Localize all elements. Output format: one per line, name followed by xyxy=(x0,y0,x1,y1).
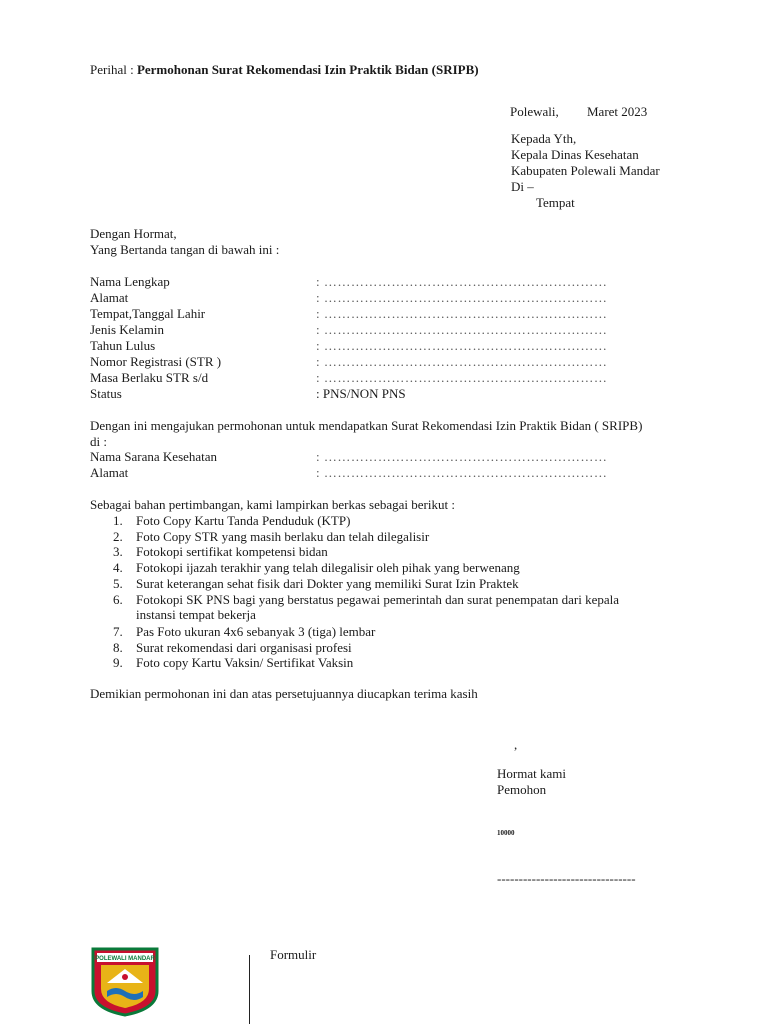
subject-title: Permohonan Surat Rekomendasi Izin Praktik Bidan (SRIPB) xyxy=(136,62,479,77)
attachment-num: 1. xyxy=(113,513,123,528)
field-value: : ……………………………………………………… xyxy=(316,322,608,337)
form-label: Formulir xyxy=(270,947,317,962)
regards-text: Hormat kami xyxy=(497,766,566,781)
field-value: : PNS/NON PNS xyxy=(316,386,406,401)
stamp-value: 10000 xyxy=(497,829,515,837)
closing-text: Demikian permohonan ini dan atas persetujuannya diucapkan terima kasih xyxy=(90,686,478,701)
attachment-item: Foto Copy STR yang masih berlaku dan telah dilegalisir xyxy=(136,529,430,544)
attachment-num: 4. xyxy=(113,560,123,575)
field-value: : ……………………………………………………… xyxy=(316,370,608,385)
signer-role: Pemohon xyxy=(497,782,547,797)
shield-emblem-icon xyxy=(91,947,159,1017)
field-label: Tahun Lulus xyxy=(90,338,156,353)
field-label: Tempat,Tanggal Lahir xyxy=(90,306,206,321)
recipient-line-1: Kepada Yth, xyxy=(511,131,577,146)
field-value: : ……………………………………………………… xyxy=(316,274,608,289)
attachment-item: Foto Copy Kartu Tanda Penduduk (KTP) xyxy=(136,513,351,528)
field-label: Status xyxy=(90,386,122,401)
request-line-1: Dengan ini mengajukan permohonan untuk mendapatkan Surat Rekomendasi Izin Praktik Bidan ( SRIPB) xyxy=(90,418,643,433)
attachment-item: Fotokopi ijazah terakhir yang telah dilegalisir oleh pihak yang berwenang xyxy=(136,560,520,575)
regency-logo xyxy=(91,947,159,1017)
attachment-num: 5. xyxy=(113,576,123,591)
attachment-num: 3. xyxy=(113,544,123,559)
greeting-line-1: Dengan Hormat, xyxy=(90,226,177,241)
subject-line xyxy=(90,62,479,78)
attachment-item: Foto copy Kartu Vaksin/ Sertifikat Vaksin xyxy=(136,655,354,670)
recipient-line-2: Kepala Dinas Kesehatan xyxy=(511,147,639,162)
field-value: : ……………………………………………………… xyxy=(316,290,608,305)
subject-colon: : xyxy=(130,62,134,77)
greeting-line-2: Yang Bertanda tangan di bawah ini : xyxy=(90,242,280,257)
logo-text: POLEWALI MANDAR xyxy=(95,956,155,962)
field-label: Nama Lengkap xyxy=(90,274,170,289)
footer-divider xyxy=(249,955,250,1024)
attachment-item: Surat rekomendasi dari organisasi profesi xyxy=(136,640,352,655)
recipient-line-4: Di – xyxy=(511,179,534,194)
attachment-num: 7. xyxy=(113,624,123,639)
facility-label: Alamat xyxy=(90,465,129,480)
signature-line: -------------------------------- xyxy=(497,871,636,886)
facility-value: : ……………………………………………………… xyxy=(316,465,608,480)
field-value: : ……………………………………………………… xyxy=(316,338,608,353)
attachment-item: Fotokopi sertifikat kompetensi bidan xyxy=(136,544,328,559)
place-city: Polewali, xyxy=(510,104,559,119)
attachment-num: 9. xyxy=(113,655,123,670)
letter-date: Maret 2023 xyxy=(587,104,648,119)
field-label: Nomor Registrasi (STR ) xyxy=(90,354,222,369)
attachment-item: Pas Foto ukuran 4x6 sebanyak 3 (tiga) lembar xyxy=(136,624,376,639)
field-label: Jenis Kelamin xyxy=(90,322,165,337)
recipient-line-5: Tempat xyxy=(536,195,575,210)
field-value: : ……………………………………………………… xyxy=(316,306,608,321)
field-label: Masa Berlaku STR s/d xyxy=(90,370,209,385)
facility-value: : ……………………………………………………… xyxy=(316,449,608,464)
subject-label: Perihal xyxy=(90,62,127,77)
closing-comma: , xyxy=(514,737,518,752)
attachment-item: Surat keterangan sehat fisik dari Dokter yang memiliki Surat Izin Praktek xyxy=(136,576,519,591)
attachment-num: 6. xyxy=(113,592,123,607)
facility-label: Nama Sarana Kesehatan xyxy=(90,449,218,464)
field-value: : ……………………………………………………… xyxy=(316,354,608,369)
recipient-line-3: Kabupaten Polewali Mandar xyxy=(511,163,660,178)
field-label: Alamat xyxy=(90,290,129,305)
attachment-num: 2. xyxy=(113,529,123,544)
request-line-2: di : xyxy=(90,434,107,449)
attachment-num: 8. xyxy=(113,640,123,655)
attachment-item: Fotokopi SK PNS bagi yang berstatus pegawai pemerintah dan surat penempatan dari kepala xyxy=(136,592,620,607)
attachment-item-continued: instansi tempat bekerja xyxy=(136,607,256,622)
attachments-intro: Sebagai bahan pertimbangan, kami lampirkan berkas sebagai berikut : xyxy=(90,497,455,512)
